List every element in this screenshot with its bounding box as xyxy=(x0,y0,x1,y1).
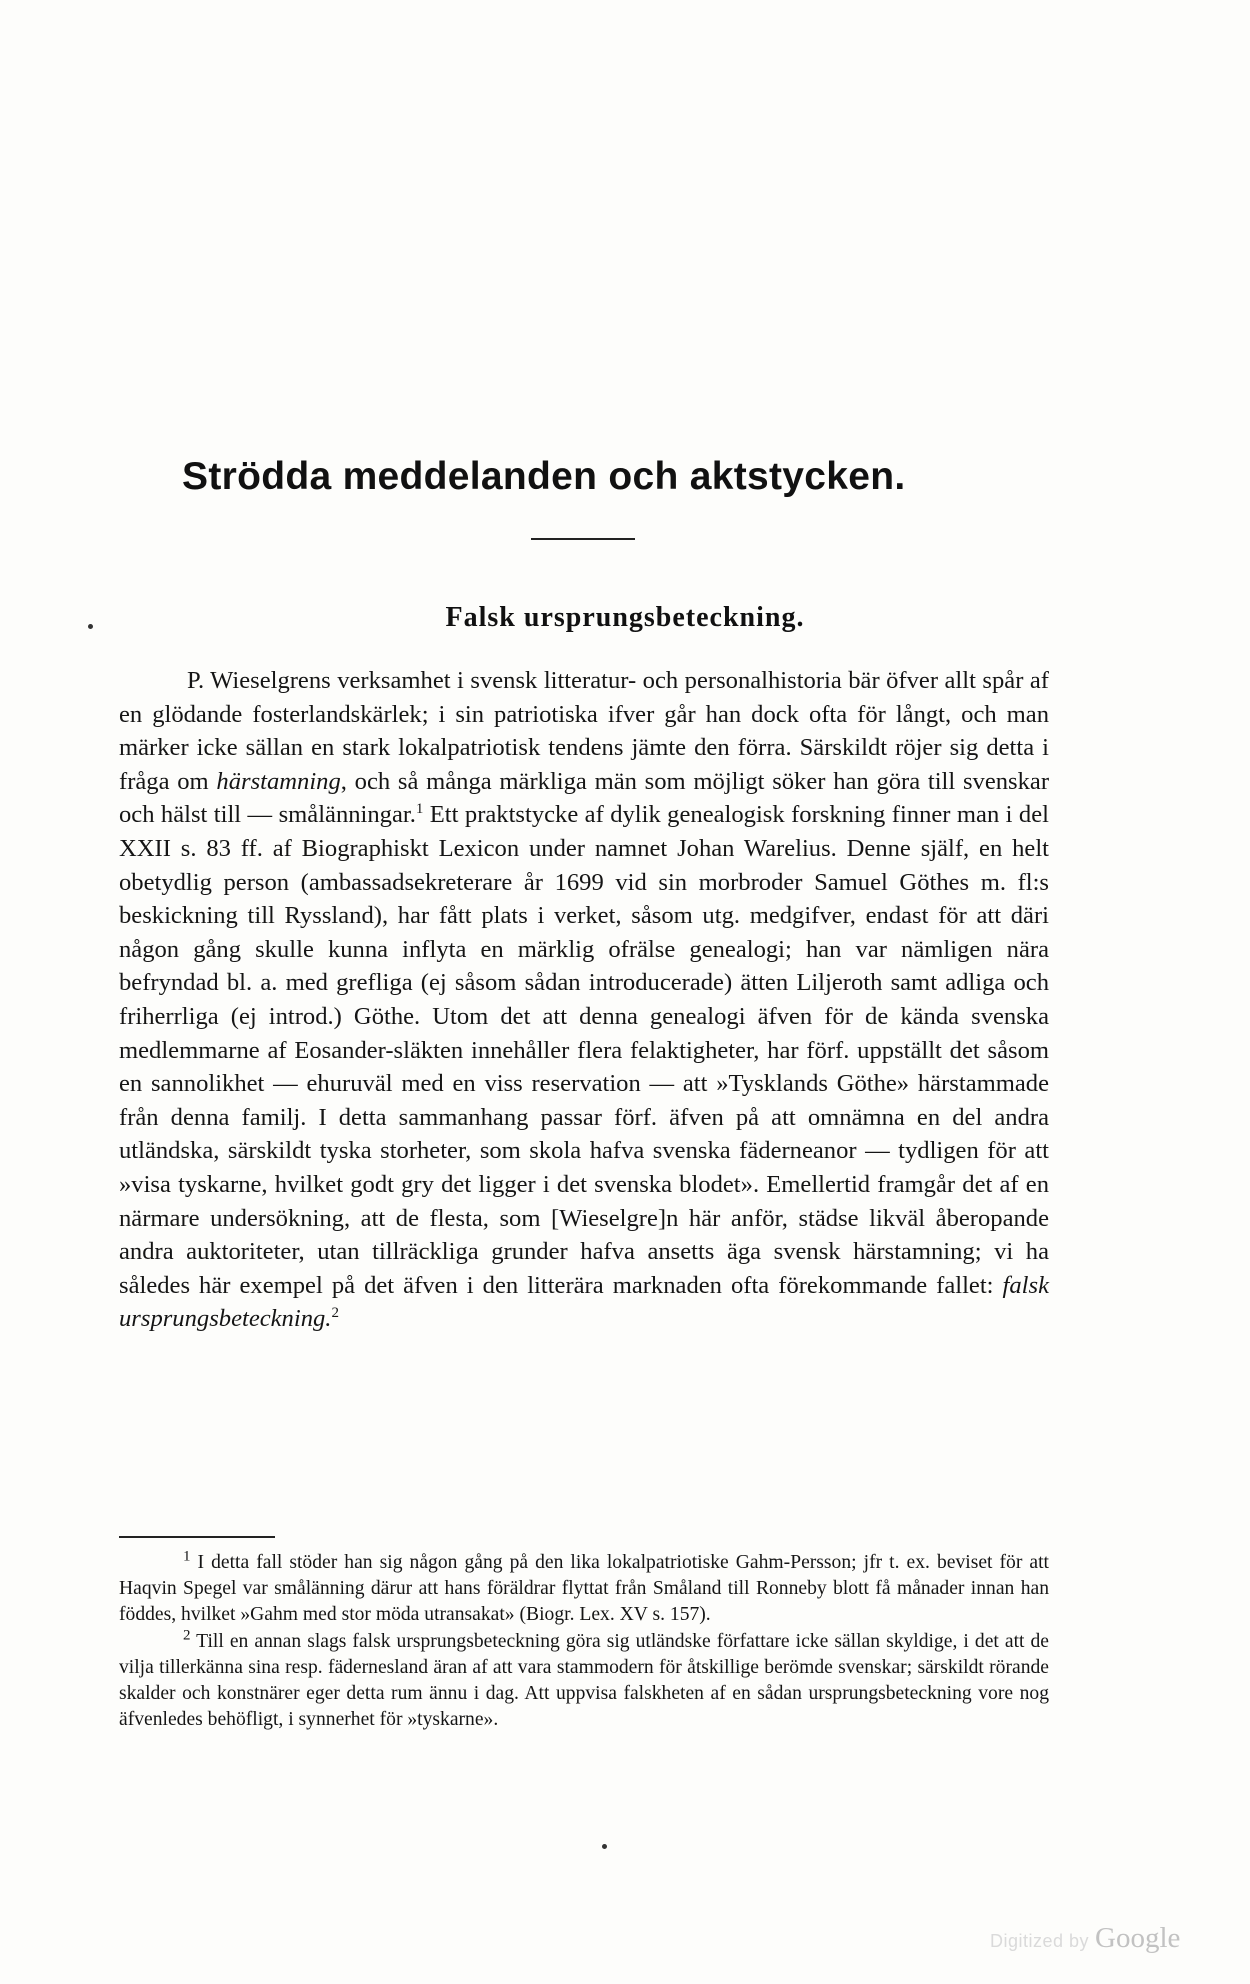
title-divider xyxy=(531,538,635,540)
footnote-ref-1: 1 xyxy=(415,801,424,818)
watermark-brand: Google xyxy=(1095,1922,1181,1954)
body-text-part-3: Ett praktstycke af dylik genealogisk forskning finner man i del XXII s. 83 ff. af Biographiskt Lexicon under namnet Johan Warelius. Denne själf, en helt obetydlig person (ambassadsekreterare år 1699 vid sin morbroder Samuel Göthes m. fl:s beskickning till Ryssland), har fått plats i verket, såsom utg. medgifver, endast för att däri någon gång skulle kunna inflyta en märklig ofrälse genealogi; han var nämligen nära befryndad bl. a. med grefliga (ej såsom sådan introducerade) ätten Liljeroth samt adliga och friherrliga (ej introd.) Göthe. Utom det att denna genealogi äfven för de kända svenska medlemmarne af Eosander-släkten innehåller flera felaktigheter, har förf. uppställt det såsom en sannolikhet — ehuruväl med en viss reservation — att »Tysklands Göthe» härstammade från denna familj. I detta sammanhang passar förf. äfven på att omnämna en del andra utländska, särskildt tyska storheter, som skola hafva svenska fäderneanor — tydligen för att »visa tyskarne, hvilket godt gry det ligger i det svenska blodet». Emellertid framgår det af en närmare undersökning, att de flesta, som [Wieselgre]n här anför, städse likväl åberopande andra auktoriteter, utan tillräckliga grunder hafva ansetts äga svensk härstamning; vi ha således här exempel på det äfven i den litterära marknaden ofta förekommande fallet: xyxy=(119,801,1049,1299)
body-emphasis-harstamning: härstamning xyxy=(216,767,341,795)
digitization-watermark xyxy=(990,1922,1180,1955)
article-title: Falsk ursprungsbeteckning. xyxy=(445,602,805,633)
body-paragraph xyxy=(119,664,1049,1336)
body-text-part-1: P. Wieselgrens verksamhet i svensk litteratur- och personalhistoria bär öfver allt spår af en glödande fosterlandskärlek; i sin patriotiska ifver går han dock ofta för långt, och man märker icke sällan en stark lokalpatriotisk tendens jämte den förra. Särskildt röjer sig detta i fråga om xyxy=(119,667,1049,795)
footnote-2 xyxy=(119,1629,1049,1734)
footnote-ref-2: 2 xyxy=(331,1305,339,1322)
footnote-text-2: Till en annan slags falsk ursprungsbeteckning göra sig utländske författare icke sällan skyldige, i det att de vilja tillerkänna sina resp. fädernesland äran af att vara stammodern för åtskillige berömde svenskar; särskildt rörande skalder och konstnärer eger detta rum ännu i dag. Att uppvisa falskheten af en sådan ursprungsbeteckning vore nog äfvenledes behöfligt, i synnerhet för »tyskarne». xyxy=(119,1630,1049,1731)
footnote-divider xyxy=(119,1536,275,1538)
footnote-1 xyxy=(119,1550,1049,1629)
footnotes xyxy=(119,1550,1049,1733)
footnote-text-1: I detta fall stöder han sig någon gång på den lika lokalpatriotiske Gahm-Persson; jfr t. ex. beviset för att Haqvin Spegel var smålänning därur att hans föräldrar flyttat från Småland till Ronneby blott få månader innan han föddes, hvilket »Gahm med stor möda utransakat» (Biogr. Lex. XV s. 157). xyxy=(119,1552,1049,1626)
footnote-marker-1: 1 xyxy=(183,1548,191,1565)
body-text-part-2: , och så många märkliga män som möjligt söker han göra till svenskar och hälst till — smålänningar. xyxy=(119,767,1050,829)
body-emphasis-falsk: falsk ursprungsbeteckning. xyxy=(119,1271,1049,1333)
print-speck xyxy=(602,1844,607,1849)
footnote-marker-2: 2 xyxy=(183,1627,191,1644)
watermark-prefix: Digitized by xyxy=(990,1931,1090,1951)
article-body xyxy=(119,664,1049,1336)
section-title: Strödda meddelanden och aktstycken. xyxy=(182,455,906,498)
